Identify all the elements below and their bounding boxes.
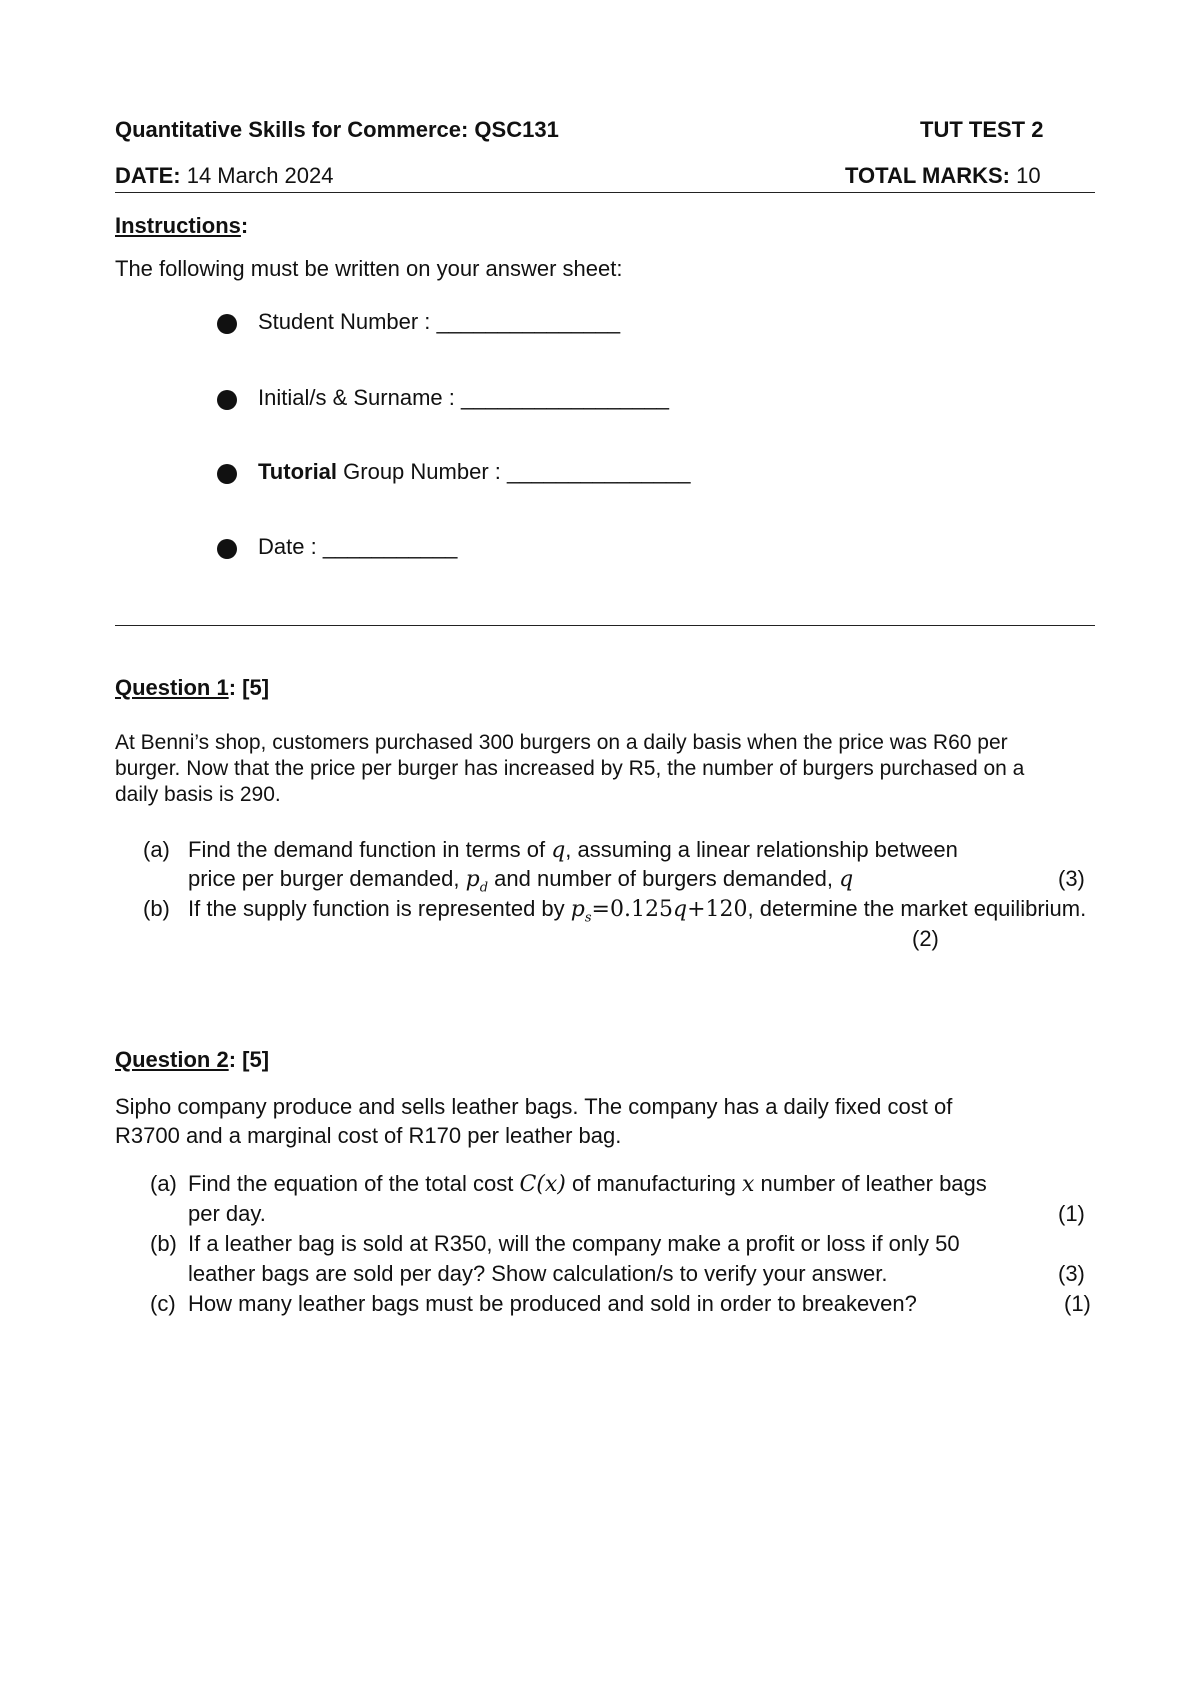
surname-field: Initial/s & Surname : _________________ bbox=[258, 385, 670, 410]
bullet-icon bbox=[217, 539, 237, 559]
question-2-heading: Question 2: [5] bbox=[115, 1047, 270, 1072]
q2-part-a-line-2: per day. bbox=[188, 1201, 266, 1226]
question-2-text-line: Sipho company produce and sells leather bags. The company has a daily fixed cost of bbox=[115, 1094, 953, 1119]
date-line bbox=[115, 163, 333, 189]
bullet-icon bbox=[217, 390, 237, 410]
q2-part-a-line-1: Find the equation of the total cost C(x) of manufacturing x number of leather bags bbox=[188, 1171, 987, 1197]
q2-part-a-marks: (1) bbox=[1058, 1201, 1085, 1226]
instructions-heading: Instructions: bbox=[115, 213, 249, 238]
total-marks-line bbox=[845, 163, 1041, 189]
q1-part-b-marks: (2) bbox=[912, 926, 939, 951]
q2-part-c-marks: (1) bbox=[1064, 1291, 1091, 1316]
q2-part-b-label: (b) bbox=[150, 1231, 177, 1256]
q2-part-a-label: (a) bbox=[150, 1171, 177, 1196]
question-1-heading: Question 1: [5] bbox=[115, 675, 270, 700]
total-marks-value: 10 bbox=[1016, 163, 1041, 188]
question-2-text-line: R3700 and a marginal cost of R170 per leather bag. bbox=[115, 1123, 622, 1148]
test-title: TUT TEST 2 bbox=[920, 117, 1044, 142]
date-field: Date : ___________ bbox=[258, 534, 458, 559]
date-label: DATE: bbox=[115, 163, 181, 188]
q1-part-a-line-1: Find the demand function in terms of q, assuming a linear relationship between bbox=[188, 837, 958, 863]
q2-part-b-marks: (3) bbox=[1058, 1261, 1085, 1286]
q2-part-c-line: How many leather bags must be produced and sold in order to breakeven? bbox=[188, 1291, 917, 1316]
q2-part-b-line-2: leather bags are sold per day? Show calculation/s to verify your answer. bbox=[188, 1261, 888, 1286]
question-1-text-line: At Benni’s shop, customers purchased 300 burgers on a daily basis when the price was R60 per bbox=[115, 731, 1008, 754]
course-title: Quantitative Skills for Commerce: QSC131 bbox=[115, 117, 559, 142]
instructions-intro: The following must be written on your answer sheet: bbox=[115, 256, 623, 281]
q1-part-b-label: (b) bbox=[143, 896, 170, 921]
question-1-text-line: daily basis is 290. bbox=[115, 783, 281, 806]
date-value: 14 March 2024 bbox=[186, 163, 334, 188]
q1-part-a-line-2: price per burger demanded, $p_d$ and number of burgers demanded, q bbox=[188, 866, 854, 896]
question-1-text-line: burger. Now that the price per burger has increased by R5, the number of burgers purchased on a bbox=[115, 757, 1025, 780]
header-divider bbox=[115, 192, 1095, 193]
bullet-icon bbox=[217, 314, 237, 334]
q2-part-b-line-1: If a leather bag is sold at R350, will the company make a profit or loss if only 50 bbox=[188, 1231, 960, 1256]
bullet-icon bbox=[217, 464, 237, 484]
q1-part-b-line: If the supply function is represented by $p_s=0.125q+120$, determine the market equilibrium. bbox=[188, 896, 1087, 926]
group-number-field: Tutorial Group Number : _______________ bbox=[258, 459, 691, 484]
student-number-field: Student Number : _______________ bbox=[258, 309, 621, 334]
total-marks-label: TOTAL MARKS: bbox=[845, 163, 1010, 188]
q2-part-c-label: (c) bbox=[150, 1291, 176, 1316]
q1-part-a-marks: (3) bbox=[1058, 866, 1085, 891]
q1-part-a-label: (a) bbox=[143, 837, 170, 862]
section-divider bbox=[115, 625, 1095, 626]
